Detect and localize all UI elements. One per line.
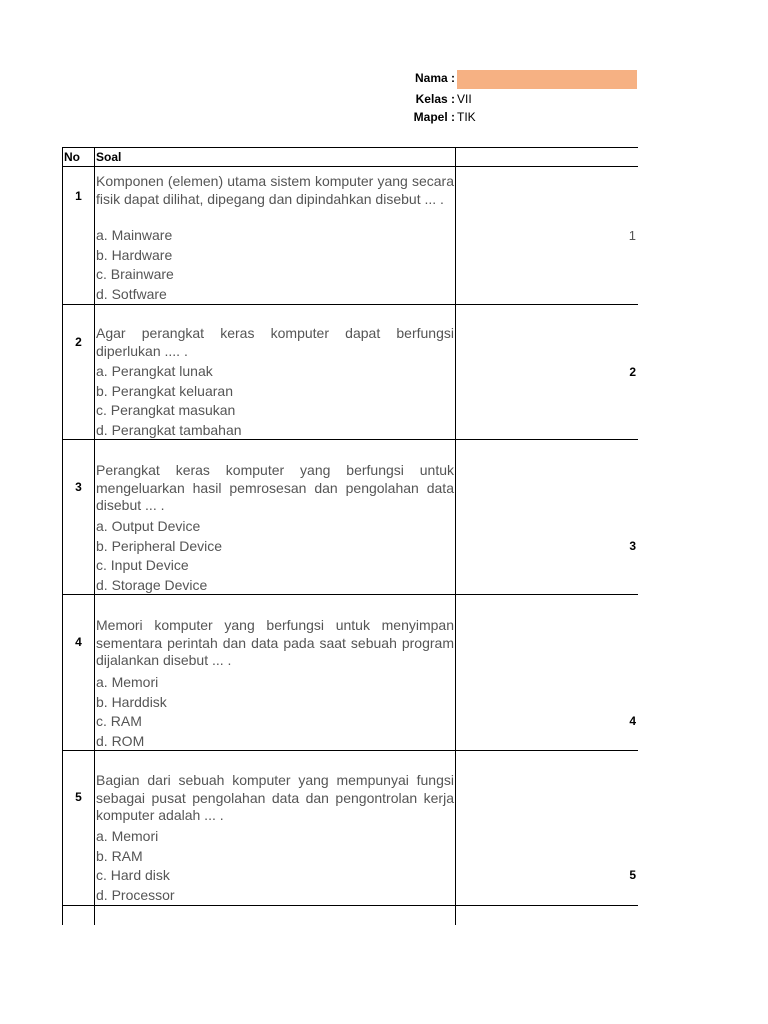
column-divider <box>455 147 456 925</box>
option-d: d. Processor <box>96 886 175 903</box>
row-divider <box>62 304 638 305</box>
column-divider <box>94 147 95 925</box>
question-text: Komponen (elemen) utama sistem komputer yang secara fisik dapat dilihat, dipegang dan dipindahkan disebut ... . <box>96 173 454 207</box>
option-b: b. Hardware <box>96 246 173 263</box>
row-number: 1 <box>75 189 82 203</box>
option-b: b. RAM <box>96 847 143 864</box>
option-a: a. Output Device <box>96 518 201 534</box>
subject-label: Mapel : <box>413 110 455 124</box>
option-d: d. Perangkat tambahan <box>96 421 242 438</box>
row-number: 5 <box>75 790 82 804</box>
option-c: c. RAM <box>96 713 142 729</box>
row-number: 4 <box>75 635 82 649</box>
option-c: c. Brainware <box>96 266 174 282</box>
answer-cell: 3 <box>629 539 636 553</box>
option-c: c. Hard disk <box>96 867 170 883</box>
row-number: 3 <box>75 480 82 494</box>
table-border-top <box>62 147 638 148</box>
question-text: Bagian dari sebuah komputer yang mempunyai fungsi sebagai pusat pengolahan data dan pengontrolan kerja komputer adalah ... . <box>96 772 454 823</box>
option-d: d. Sotfware <box>96 285 167 302</box>
option-d: d. Storage Device <box>96 576 208 593</box>
column-header-question: Soal <box>96 150 122 164</box>
answer-cell: 1 <box>628 228 636 243</box>
answer-options <box>96 673 454 751</box>
option-b: b. Perangkat keluaran <box>96 382 233 399</box>
answer-options <box>96 517 454 595</box>
answer-options <box>96 362 454 440</box>
answer-options <box>96 827 454 905</box>
answer-cell: 4 <box>629 714 636 728</box>
answer-options <box>96 226 454 304</box>
option-a: a. Memori <box>96 828 159 844</box>
table-border-left <box>62 147 63 925</box>
option-a: a. Mainware <box>96 227 173 243</box>
row-number: 2 <box>75 335 82 349</box>
row-divider <box>62 905 638 906</box>
table-header-divider <box>62 166 638 167</box>
subject-value: TIK <box>457 110 476 124</box>
question-text: Perangkat keras komputer yang berfungsi untuk mengeluarkan hasil pemrosesan dan pengolahan data disebut ... . <box>96 462 454 513</box>
option-a: a. Perangkat lunak <box>96 363 213 379</box>
question-text: Agar perangkat keras komputer dapat berfungsi diperlukan .... . <box>96 325 454 359</box>
column-header-no: No <box>64 150 80 164</box>
option-c: c. Input Device <box>96 557 189 573</box>
option-d: d. ROM <box>96 732 145 749</box>
answer-cell: 2 <box>629 365 636 379</box>
question-text: Memori komputer yang berfungsi untuk menyimpan sementara perintah dan data pada saat sebuah program dijalankan disebut ... . <box>96 617 454 668</box>
option-c: c. Perangkat masukan <box>96 402 236 418</box>
option-b: b. Peripheral Device <box>96 537 223 554</box>
option-a: a. Memori <box>96 674 159 690</box>
answer-cell: 5 <box>629 868 636 882</box>
name-label: Nama : <box>414 71 455 85</box>
option-b: b. Harddisk <box>96 693 167 710</box>
class-value: VII <box>457 92 472 106</box>
class-label: Kelas : <box>415 92 455 106</box>
